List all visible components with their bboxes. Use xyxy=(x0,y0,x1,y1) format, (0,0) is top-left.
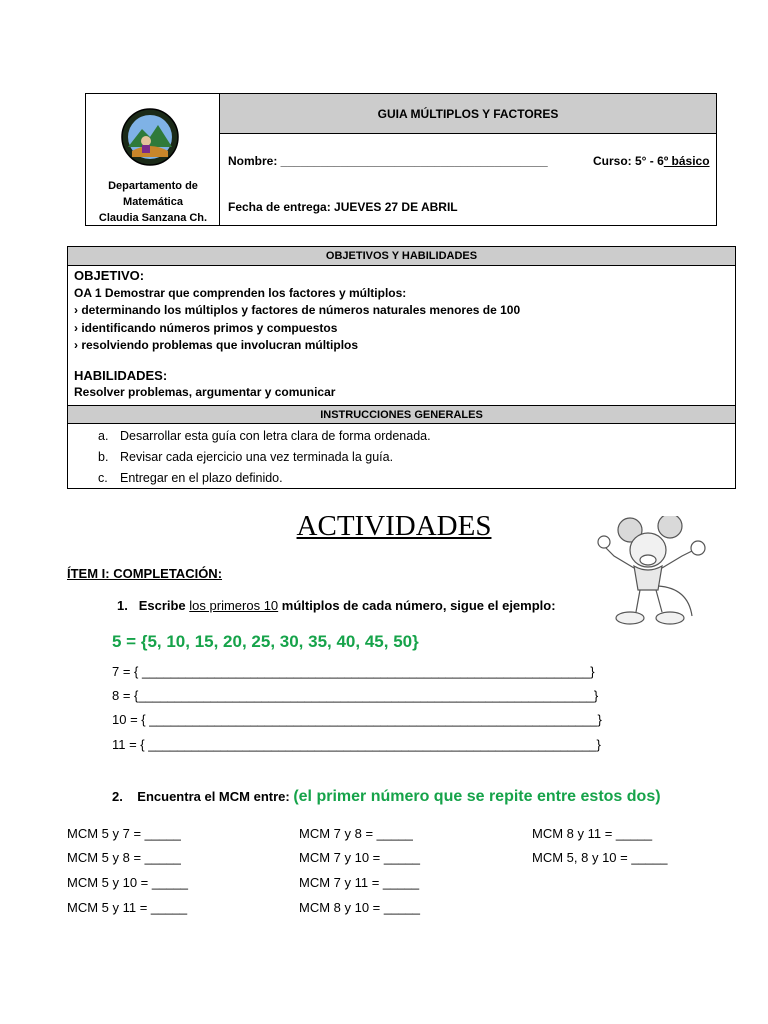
mcm-item[interactable]: MCM 7 y 11 = _____ xyxy=(299,875,420,890)
objective-heading: OBJETIVO: xyxy=(74,268,145,283)
mcm-item[interactable]: MCM 5 y 7 = _____ xyxy=(67,826,181,841)
example-set: 5 = {5, 10, 15, 20, 25, 30, 35, 40, 45, 50} xyxy=(112,632,419,651)
objective-line: OA 1 Demostrar que comprenden los factores y múltiplos: xyxy=(74,285,407,300)
item-title: ÍTEM I: COMPLETACIÓN: xyxy=(67,566,223,581)
mcm-item[interactable]: MCM 5, 8 y 10 = _____ xyxy=(532,850,668,865)
objective-line: › identificando números primos y compuestos xyxy=(74,320,338,335)
department-text xyxy=(86,178,220,226)
course-level: º básico xyxy=(663,154,710,168)
answer-line-7[interactable]: 7 = { ______________________________________________________________} xyxy=(112,664,595,679)
mcm-item[interactable]: MCM 8 y 11 = _____ xyxy=(532,826,653,841)
mcm-item[interactable]: MCM 7 y 8 = _____ xyxy=(299,826,413,841)
mcm-item[interactable]: MCM 5 y 11 = _____ xyxy=(67,900,188,915)
answer-line-10[interactable]: 10 = { ______________________________________________________________} xyxy=(112,712,602,727)
mcm-item[interactable]: MCM 5 y 10 = _____ xyxy=(67,875,189,890)
mickey-illustration xyxy=(596,516,708,634)
question-text-pre: Escribe xyxy=(138,598,190,613)
question-underlined: los primeros 10 xyxy=(189,598,279,613)
question-2 xyxy=(112,788,661,806)
question-hint: (el primer número que se repite entre estos dos) xyxy=(293,788,661,805)
name-field[interactable]: Nombre: ________________________________________ xyxy=(228,154,548,168)
instruction-text: Revisar cada ejercicio una vez terminada la guía. xyxy=(120,450,394,464)
activities-title: ACTIVIDADES xyxy=(296,510,492,542)
mcm-item[interactable]: MCM 5 y 8 = _____ xyxy=(67,850,181,865)
objectives-bar: OBJETIVOS Y HABILIDADES xyxy=(68,247,735,266)
course-label xyxy=(593,154,710,168)
instruction-letter: b. xyxy=(98,450,109,464)
delivery-date: Fecha de entrega: JUEVES 27 DE ABRIL xyxy=(228,200,458,214)
question-text-post: múltiplos de cada número, sigue el ejemplo: xyxy=(278,598,556,613)
instruction-letter: a. xyxy=(98,429,109,443)
objectives-content xyxy=(74,267,520,402)
department-line-2: Matemática xyxy=(123,196,183,208)
objective-line: › determinando los múltiplos y factores de números naturales menores de 100 xyxy=(74,303,521,317)
instruction-letter: c. xyxy=(98,471,108,485)
question-1 xyxy=(117,598,556,613)
mcm-item[interactable]: MCM 8 y 10 = _____ xyxy=(299,900,421,915)
instruction-text: Desarrollar esta guía con letra clara de forma ordenada. xyxy=(120,429,431,443)
department-line-3: Claudia Sanzana Ch. xyxy=(98,212,208,224)
question-number: 2. xyxy=(112,789,123,804)
school-logo xyxy=(120,107,180,167)
department-cell xyxy=(86,94,220,225)
department-line-1: Departamento de xyxy=(108,180,198,192)
skills-heading: HABILIDADES: xyxy=(74,367,168,383)
objectives-table xyxy=(67,246,736,489)
answer-line-8[interactable]: 8 = {_______________________________________________________________} xyxy=(112,688,599,703)
instruction-text: Entregar en el plazo definido. xyxy=(120,471,283,485)
question-text: Encuentra el MCM entre: xyxy=(137,789,294,804)
skills-text: Resolver problemas, argumentar y comunicar xyxy=(74,385,336,399)
question-number: 1. xyxy=(117,598,128,613)
instructions-bar: INSTRUCCIONES GENERALES xyxy=(68,405,735,424)
mcm-item[interactable]: MCM 7 y 10 = _____ xyxy=(299,850,421,865)
answer-line-11[interactable]: 11 = { ______________________________________________________________} xyxy=(112,737,601,752)
guide-title: GUIA MÚLTIPLOS Y FACTORES xyxy=(220,94,716,134)
objective-line: › resolviendo problemas que involucran múltiplos xyxy=(74,338,359,352)
course-text: Curso: 5° - 6 xyxy=(593,154,664,168)
header-box xyxy=(85,93,717,226)
